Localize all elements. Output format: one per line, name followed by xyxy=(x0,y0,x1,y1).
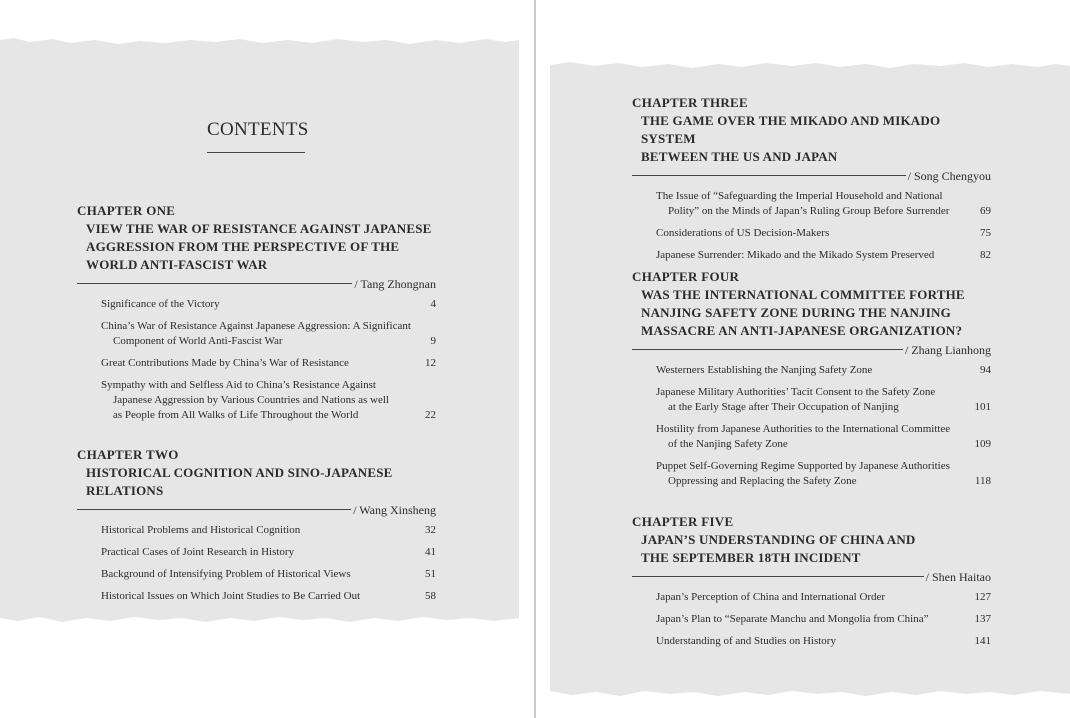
entry-title-line: Considerations of US Decision-Makers xyxy=(656,227,830,239)
page-number: 127 xyxy=(974,591,991,603)
author-rule xyxy=(632,349,907,350)
page-number: 9 xyxy=(430,335,436,347)
right-page xyxy=(550,68,1070,690)
chapter-number: CHAPTER FIVE xyxy=(632,514,734,529)
entry-title-line: Westerners Establishing the Nanjing Safety Zone xyxy=(656,364,873,376)
chapter-title-line: MASSACRE AN ANTI-JAPANESE ORGANIZATION? xyxy=(641,323,963,338)
toc-entry[interactable] xyxy=(632,363,991,378)
toc-entry[interactable] xyxy=(77,523,436,538)
entry-title-line: Hostility from Japanese Authorities to the International Committee xyxy=(656,423,951,435)
author-rule xyxy=(77,283,354,284)
toc-entry[interactable] xyxy=(632,422,991,452)
toc-entry[interactable] xyxy=(632,590,991,605)
chapter-title xyxy=(632,531,991,567)
chapter-title-line: HISTORICAL COGNITION AND SINO-JAPANESE xyxy=(86,465,393,480)
chapter-title-line: WAS THE INTERNATIONAL COMMITTEE FORTHE xyxy=(641,287,965,302)
chapter-author: / Song Chengyou xyxy=(907,169,991,183)
chapter-title-line: VIEW THE WAR OF RESISTANCE AGAINST JAPANESE xyxy=(86,221,432,236)
page-number: 51 xyxy=(425,568,436,580)
chapter-title-line: THE GAME OVER THE MIKADO AND MIKADO SYSTEM xyxy=(641,113,941,146)
page-number: 101 xyxy=(974,401,991,413)
toc-entries xyxy=(632,189,991,263)
chapter-block xyxy=(632,268,991,496)
entry-title-line: China’s War of Resistance Against Japanese Aggression: A Significant xyxy=(101,320,411,332)
chapter-title-line: AGGRESSION FROM THE PERSPECTIVE OF THE xyxy=(86,239,400,254)
toc-entry[interactable] xyxy=(77,297,436,312)
page-number: 137 xyxy=(974,613,991,625)
page-number: 4 xyxy=(430,298,436,310)
chapter-number: CHAPTER ONE xyxy=(77,203,176,218)
author-rule xyxy=(632,576,926,577)
entry-title-line: Component of World Anti-Fascist War xyxy=(113,335,283,347)
entry-title-line: Sympathy with and Selfless Aid to China’s Resistance Against xyxy=(101,379,376,391)
entry-title-line: Background of Intensifying Problem of Historical Views xyxy=(101,568,351,580)
chapter-author: / Shen Haitao xyxy=(925,570,991,584)
chapter-block xyxy=(632,94,991,270)
chapter-number: CHAPTER TWO xyxy=(77,447,179,462)
entry-title-line: Historical Issues on Which Joint Studies to Be Carried Out xyxy=(101,590,361,602)
chapter-title-line: RELATIONS xyxy=(86,483,164,498)
chapter-title xyxy=(77,220,436,274)
page-number: 41 xyxy=(425,546,436,558)
author-row xyxy=(632,568,991,586)
chapter-block xyxy=(77,446,436,611)
chapter-title-line: BETWEEN THE US AND JAPAN xyxy=(641,149,838,164)
author-row xyxy=(77,501,436,519)
chapter-number: CHAPTER THREE xyxy=(632,95,748,110)
entry-title-line: Practical Cases of Joint Research in History xyxy=(101,546,295,558)
left-page xyxy=(0,44,519,616)
entry-title-line: at the Early Stage after Their Occupation of Nanjing xyxy=(668,401,899,413)
toc-entries xyxy=(632,590,991,649)
entry-title-line: Japan’s Perception of China and International Order xyxy=(656,591,886,603)
entry-title-line: Great Contributions Made by China’s War of Resistance xyxy=(101,357,349,369)
chapter-number: CHAPTER FOUR xyxy=(632,269,740,284)
chapter-block xyxy=(632,513,991,656)
toc-entries xyxy=(632,363,991,489)
toc-entry[interactable] xyxy=(77,567,436,582)
entry-title-line: of the Nanjing Safety Zone xyxy=(668,438,788,450)
author-row xyxy=(632,167,991,185)
chapter-author: / Tang Zhongnan xyxy=(354,277,436,291)
entry-title-line: The Issue of “Safeguarding the Imperial Household and National xyxy=(656,190,943,202)
author-rule xyxy=(632,175,907,176)
page-number: 69 xyxy=(980,205,991,217)
spread-gutter xyxy=(534,0,536,718)
chapter-title xyxy=(77,464,436,500)
chapter-title xyxy=(632,112,991,166)
entry-title-line: Puppet Self-Governing Regime Supported by Japanese Authorities xyxy=(656,460,950,472)
contents-heading: CONTENTS xyxy=(207,119,309,140)
author-row xyxy=(632,341,991,359)
page-number: 141 xyxy=(974,635,991,647)
chapter-title-line: THE SEPTEMBER 18TH INCIDENT xyxy=(641,550,861,565)
page-number: 22 xyxy=(425,409,436,421)
page-number: 82 xyxy=(980,249,991,261)
author-row xyxy=(77,275,436,293)
page-number: 32 xyxy=(425,524,436,536)
toc-entries xyxy=(77,297,436,423)
entry-title-line: Japan’s Plan to “Separate Manchu and Mongolia from China” xyxy=(656,613,929,625)
page-number: 118 xyxy=(974,475,991,487)
toc-entries xyxy=(77,523,436,604)
page-number: 12 xyxy=(425,357,436,369)
toc-entry[interactable] xyxy=(632,459,991,489)
entry-title-line: Historical Problems and Historical Cognition xyxy=(101,524,301,536)
chapter-author: / Wang Xinsheng xyxy=(353,503,436,517)
entry-title-line: Significance of the Victory xyxy=(101,298,220,310)
author-rule xyxy=(77,509,354,510)
entry-title-line: Understanding of and Studies on History xyxy=(656,635,836,647)
toc-entry[interactable] xyxy=(77,545,436,560)
toc-entry[interactable] xyxy=(77,356,436,371)
page-number: 75 xyxy=(980,227,991,239)
entry-title-line: Polity” on the Minds of Japan’s Ruling Group Before Surrender xyxy=(668,205,950,217)
toc-entry[interactable] xyxy=(632,634,991,649)
entry-title-line: Oppressing and Replacing the Safety Zone xyxy=(668,475,857,487)
toc-entry[interactable] xyxy=(632,612,991,627)
heading-rule xyxy=(207,152,305,153)
page-number: 94 xyxy=(980,364,991,376)
chapter-title-line: WORLD ANTI-FASCIST WAR xyxy=(86,257,268,272)
toc-entry[interactable] xyxy=(632,385,991,415)
entry-title-line: Japanese Military Authorities’ Tacit Consent to the Safety Zone xyxy=(656,386,936,398)
entry-title-line: Japanese Aggression by Various Countries and Nations as well xyxy=(113,394,389,406)
chapter-author: / Zhang Lianhong xyxy=(905,343,991,357)
entry-title-line: as People from All Walks of Life Throughout the World xyxy=(113,409,359,421)
toc-entry[interactable] xyxy=(77,589,436,604)
entry-title-line: Japanese Surrender: Mikado and the Mikado System Preserved xyxy=(656,249,935,261)
chapter-block xyxy=(77,202,436,430)
toc-entry[interactable] xyxy=(632,189,991,219)
toc-entry[interactable] xyxy=(632,248,991,263)
chapter-title-line: JAPAN’S UNDERSTANDING OF CHINA AND xyxy=(641,532,916,547)
toc-entry[interactable] xyxy=(632,226,991,241)
toc-entry[interactable] xyxy=(77,378,436,423)
toc-entry[interactable] xyxy=(77,319,436,349)
chapter-title-line: NANJING SAFETY ZONE DURING THE NANJING xyxy=(641,305,951,320)
page-number: 58 xyxy=(425,590,436,602)
page-number: 109 xyxy=(974,438,991,450)
chapter-title xyxy=(632,286,991,340)
